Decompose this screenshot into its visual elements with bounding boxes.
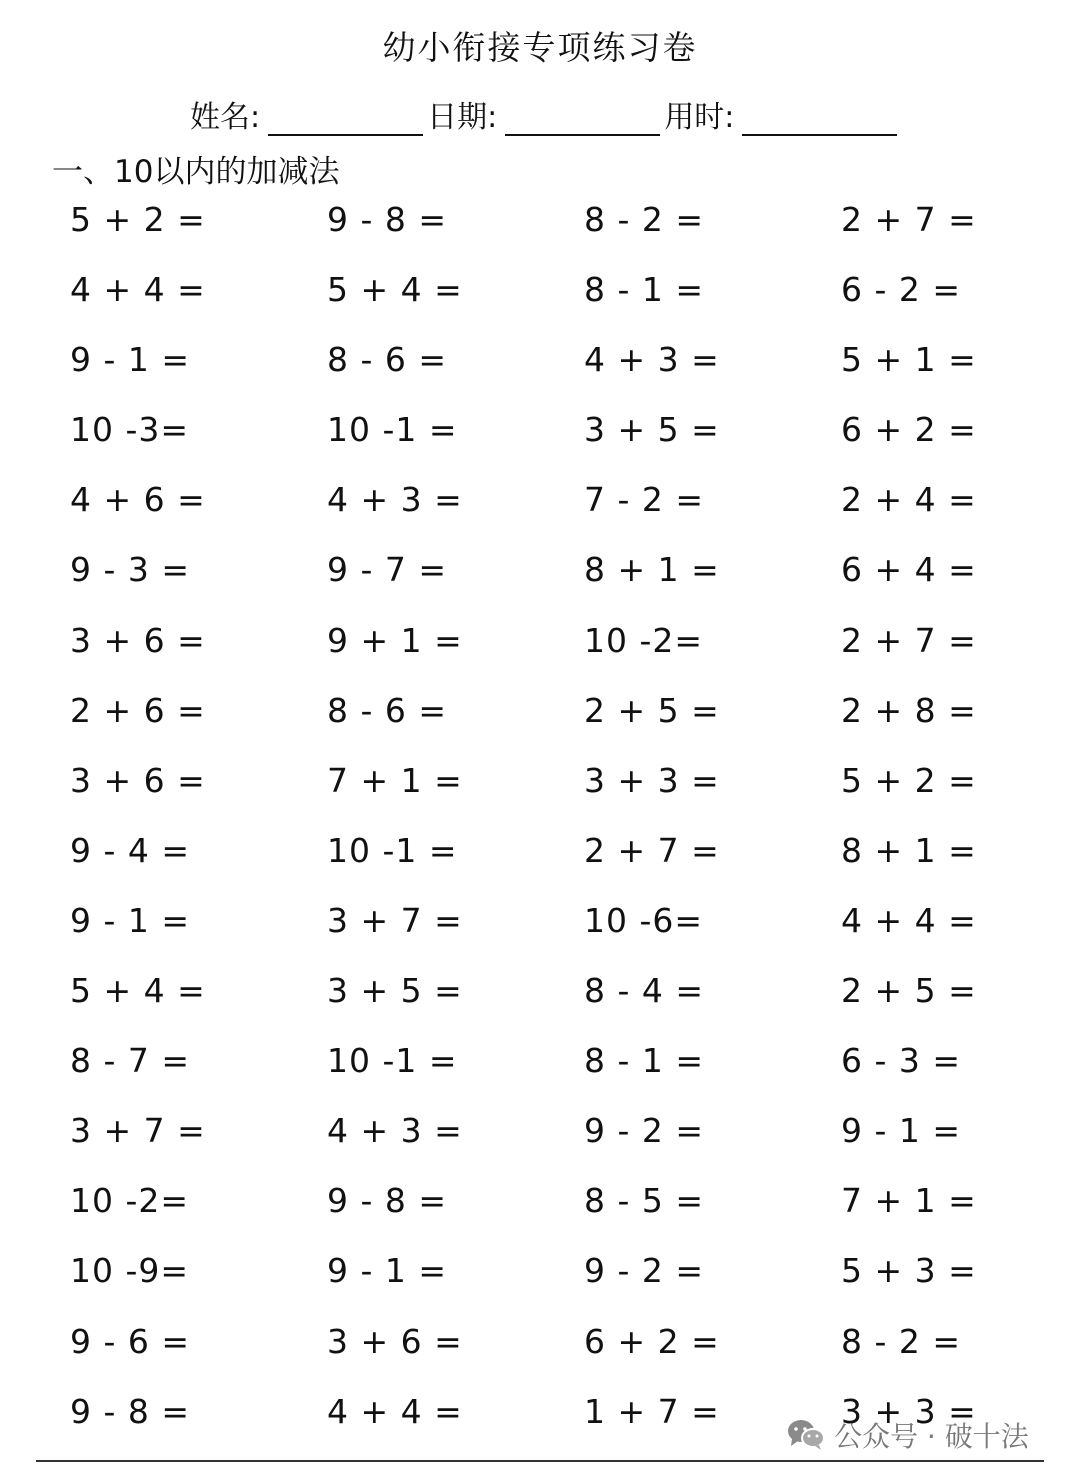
watermark	[786, 1415, 1029, 1455]
math-problem: 8 + 1 =	[584, 550, 720, 590]
problem-row	[70, 188, 1070, 258]
math-problem: 9 - 1 =	[841, 1111, 962, 1151]
math-problem: 3 + 6 =	[70, 620, 206, 660]
math-problem: 8 - 6 =	[327, 340, 448, 380]
section-title: 一、10以内的加减法	[52, 154, 340, 190]
math-problem: 6 + 4 =	[841, 550, 977, 590]
math-problem: 7 + 1 =	[841, 1181, 977, 1221]
math-problem: 2 + 7 =	[584, 830, 720, 870]
math-problem: 9 - 2 =	[584, 1251, 705, 1291]
math-problem: 2 + 4 =	[841, 480, 977, 520]
math-problem: 9 - 8 =	[70, 1391, 191, 1431]
math-problem: 8 + 1 =	[841, 830, 977, 870]
math-problem: 4 + 3 =	[584, 340, 720, 380]
student-info-row	[190, 92, 901, 136]
math-problem: 3 + 6 =	[70, 760, 206, 800]
problem-row	[70, 258, 1070, 328]
problem-row	[70, 1099, 1070, 1169]
time-blank[interactable]	[742, 100, 897, 136]
math-problem: 8 - 2 =	[841, 1321, 962, 1361]
math-problem: 8 - 5 =	[584, 1181, 705, 1221]
math-problem: 5 + 3 =	[841, 1251, 977, 1291]
name-label: 姓名:	[190, 100, 261, 135]
math-problem: 9 + 1 =	[327, 620, 463, 660]
math-problem: 9 - 6 =	[70, 1321, 191, 1361]
math-problem: 10 -9=	[70, 1251, 190, 1291]
math-problem: 9 - 1 =	[70, 900, 191, 940]
math-problem: 9 - 3 =	[70, 550, 191, 590]
problem-row	[70, 1239, 1070, 1309]
date-blank[interactable]	[505, 100, 660, 136]
problem-row	[70, 889, 1070, 959]
math-problem: 6 + 2 =	[841, 410, 977, 450]
math-problem: 2 + 7 =	[841, 620, 977, 660]
problem-row	[70, 1169, 1070, 1239]
math-problem: 8 - 6 =	[327, 690, 448, 730]
math-problem: 7 - 2 =	[584, 480, 705, 520]
math-problem: 3 + 7 =	[327, 900, 463, 940]
math-problem: 8 - 1 =	[584, 270, 705, 310]
date-label: 日期:	[427, 100, 498, 135]
watermark-text: 公众号 · 破十法	[834, 1420, 1029, 1453]
math-problem: 10 -6=	[584, 900, 704, 940]
math-problem: 5 + 1 =	[841, 340, 977, 380]
math-problem: 6 - 2 =	[841, 270, 962, 310]
problem-row	[70, 398, 1070, 468]
bottom-rule	[36, 1460, 1044, 1462]
math-problem: 4 + 4 =	[70, 270, 206, 310]
problem-grid	[70, 188, 1070, 1450]
math-problem: 4 + 6 =	[70, 480, 206, 520]
math-problem: 5 + 4 =	[70, 971, 206, 1011]
math-problem: 3 + 5 =	[584, 410, 720, 450]
math-problem: 6 + 2 =	[584, 1321, 720, 1361]
math-problem: 5 + 2 =	[70, 200, 206, 239]
math-problem: 5 + 2 =	[841, 760, 977, 800]
math-problem: 1 + 7 =	[584, 1391, 720, 1431]
math-problem: 9 - 1 =	[70, 340, 191, 380]
math-problem: 2 + 6 =	[70, 690, 206, 730]
math-problem: 10 -3=	[70, 410, 190, 450]
math-problem: 9 - 7 =	[327, 550, 448, 590]
math-problem: 4 + 3 =	[327, 480, 463, 520]
math-problem: 2 + 5 =	[584, 690, 720, 730]
math-problem: 8 - 2 =	[584, 200, 705, 239]
math-problem: 3 + 3 =	[841, 1391, 977, 1431]
math-problem: 9 - 8 =	[327, 200, 448, 239]
math-problem: 9 - 8 =	[327, 1181, 448, 1221]
math-problem: 10 -2=	[584, 620, 704, 660]
math-problem: 9 - 4 =	[70, 830, 191, 870]
math-problem: 9 - 1 =	[327, 1251, 448, 1291]
problem-row	[70, 328, 1070, 398]
problem-row	[70, 959, 1070, 1029]
math-problem: 8 - 4 =	[584, 971, 705, 1011]
math-problem: 3 + 5 =	[327, 971, 463, 1011]
problem-row	[70, 749, 1070, 819]
math-problem: 2 + 8 =	[841, 690, 977, 730]
math-problem: 7 + 1 =	[327, 760, 463, 800]
math-problem: 9 - 2 =	[584, 1111, 705, 1151]
math-problem: 10 -1 =	[327, 1041, 458, 1081]
math-problem: 6 - 3 =	[841, 1041, 962, 1081]
time-label: 用时:	[664, 100, 735, 135]
math-problem: 10 -1 =	[327, 410, 458, 450]
problem-row	[70, 679, 1070, 749]
problem-row	[70, 468, 1070, 538]
math-problem: 8 - 7 =	[70, 1041, 191, 1081]
math-problem: 3 + 6 =	[327, 1321, 463, 1361]
math-problem: 4 + 4 =	[841, 900, 977, 940]
name-blank[interactable]	[268, 100, 423, 136]
math-problem: 8 - 1 =	[584, 1041, 705, 1081]
problem-row	[70, 538, 1070, 608]
math-problem: 4 + 3 =	[327, 1111, 463, 1151]
math-problem: 10 -1 =	[327, 830, 458, 870]
problem-row	[70, 1310, 1070, 1380]
worksheet-title: 幼小衔接专项练习卷	[382, 28, 698, 67]
problem-row	[70, 609, 1070, 679]
math-problem: 2 + 7 =	[841, 200, 977, 239]
problem-row	[70, 819, 1070, 889]
math-problem: 5 + 4 =	[327, 270, 463, 310]
math-problem: 4 + 4 =	[327, 1391, 463, 1431]
problem-row	[70, 1029, 1070, 1099]
math-problem: 10 -2=	[70, 1181, 190, 1221]
math-problem: 2 + 5 =	[841, 971, 977, 1011]
math-problem: 3 + 7 =	[70, 1111, 206, 1151]
math-problem: 3 + 3 =	[584, 760, 720, 800]
wechat-icon	[786, 1418, 826, 1452]
